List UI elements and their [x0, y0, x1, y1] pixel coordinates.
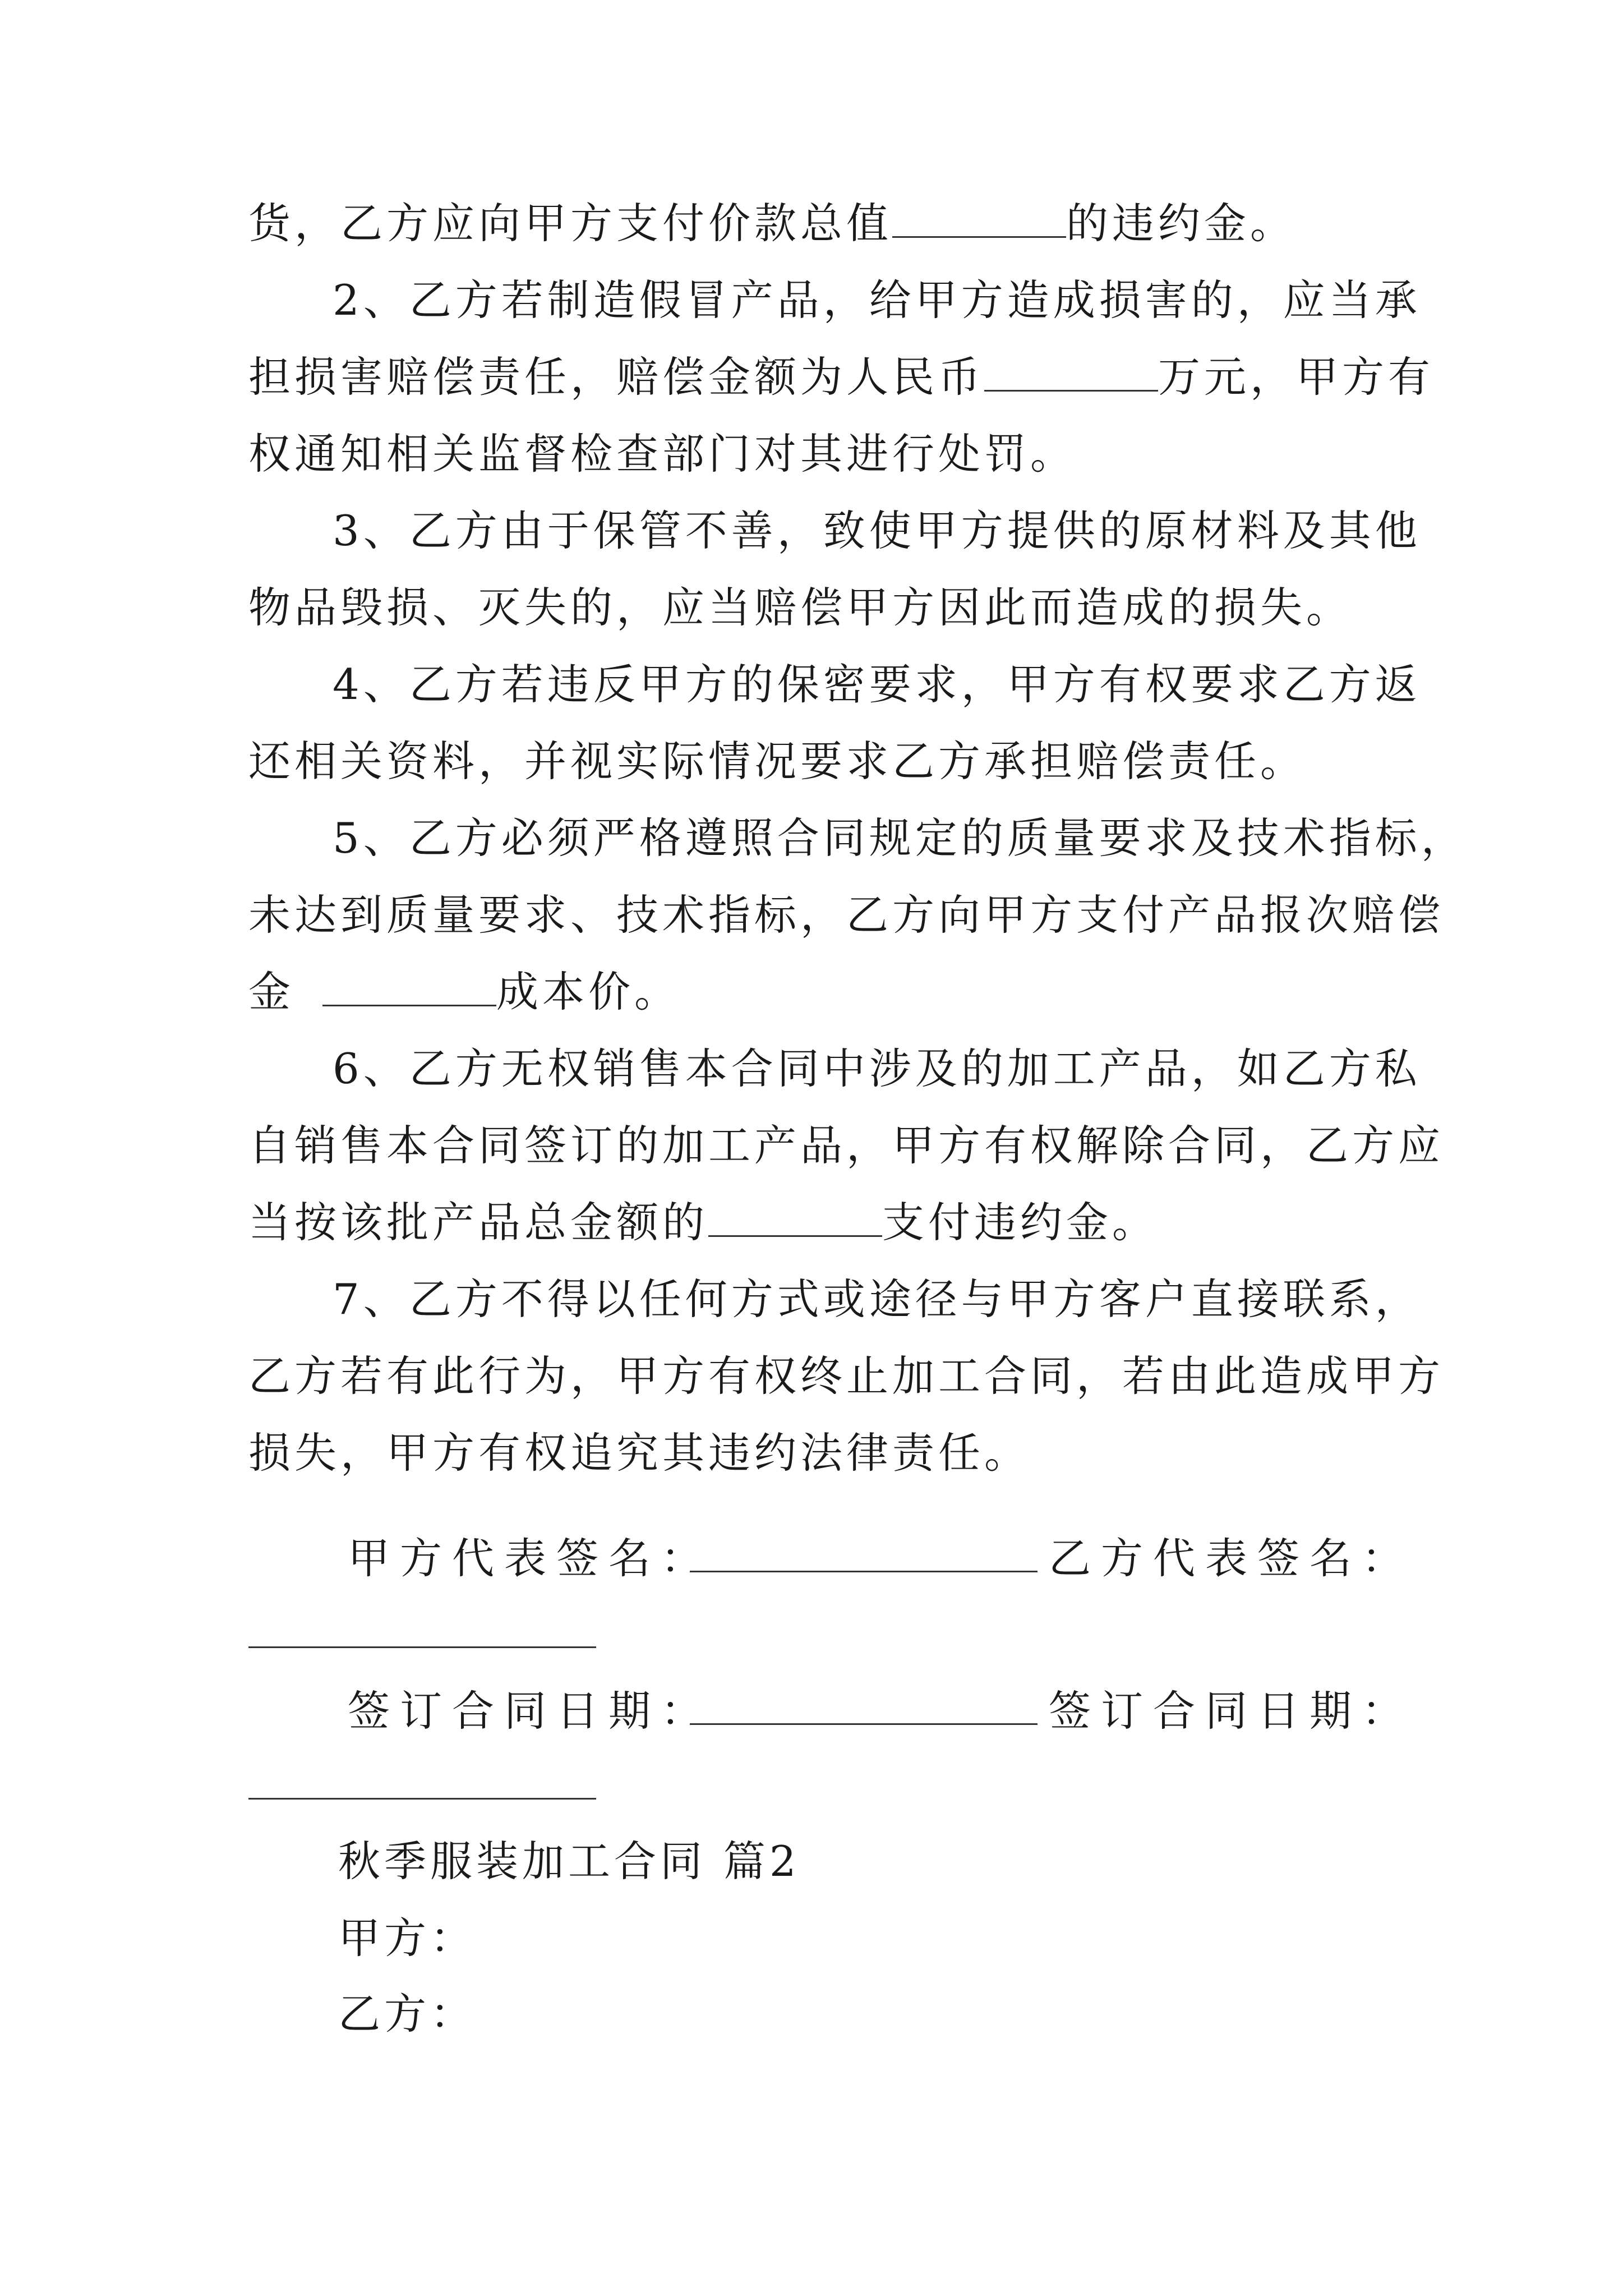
clause-5-line-1: 5、乙方必须严格遵照合同规定的质量要求及技术指标，	[333, 813, 1467, 863]
clause-7-line-2: 乙方若有此行为，甲方有权终止加工合同，若由此造成甲方	[248, 1351, 1445, 1401]
clause-4-line-2: 还相关资料，并视实际情况要求乙方承担赔偿责任。	[248, 737, 1307, 786]
section-2-party-b: 乙方：	[338, 1989, 477, 2039]
clause-text: 当按该批产品总金额的	[248, 1198, 709, 1247]
fill-blank	[984, 356, 1158, 392]
clause-text: 的违约金。	[1066, 199, 1297, 248]
clause-6-line-2: 自销售本合同签订的加工产品，甲方有权解除合同，乙方应	[248, 1121, 1445, 1170]
clause-2-line-1: 2、乙方若制造假冒产品，给甲方造成损害的，应当承	[333, 275, 1421, 325]
party-b-sign-line	[248, 1646, 596, 1648]
clause-7-line-1: 7、乙方不得以任何方式或途径与甲方客户直接联系，	[333, 1274, 1421, 1324]
section-2-party-a: 甲方：	[338, 1913, 477, 1963]
contract-clauses	[248, 185, 1467, 1492]
party-a-date-line	[690, 1723, 1038, 1725]
clause-2-line-2	[248, 339, 1435, 416]
clause-3-line-1: 3、乙方由于保管不善，致使甲方提供的原材料及其他	[333, 506, 1421, 555]
clause-1-tail	[248, 185, 1381, 262]
fill-blank	[322, 971, 496, 1006]
party-a-date-label: 签订合同日期：	[348, 1686, 713, 1736]
clause-text: 担损害赔偿责任，赔偿金额为人民币	[248, 352, 985, 402]
clause-text: 金	[248, 967, 295, 1016]
clause-7-line-3: 损失，甲方有权追究其违约法律责任。	[248, 1428, 1031, 1478]
clause-5-line-3	[248, 954, 1381, 1030]
clause-6-line-3	[248, 1184, 1381, 1261]
party-a-sign-label: 甲方代表签名：	[348, 1534, 713, 1583]
fill-blank	[708, 1202, 882, 1237]
clause-text: 成本价。	[496, 967, 681, 1016]
party-b-date-line	[248, 1798, 596, 1800]
clause-2-line-3: 权通知相关监督检查部门对其进行处罚。	[248, 429, 1077, 478]
clause-text: 支付违约金。	[882, 1198, 1159, 1247]
fill-blank	[892, 203, 1066, 238]
clause-4-line-1: 4、乙方若违反甲方的保密要求，甲方有权要求乙方返	[333, 660, 1421, 709]
clause-5-line-2: 未达到质量要求、技术指标，乙方向甲方支付产品报次赔偿	[248, 890, 1445, 940]
clause-text: 货，乙方应向甲方支付价款总值	[248, 199, 893, 248]
party-b-sign-label: 乙方代表签名：	[1049, 1534, 1414, 1583]
section-2-title: 秋季服装加工合同 篇2	[338, 1837, 800, 1886]
clause-text: 万元，甲方有	[1158, 352, 1435, 402]
clause-6-line-1: 6、乙方无权销售本合同中涉及的加工产品，如乙方私	[333, 1044, 1421, 1093]
party-b-date-label: 签订合同日期：	[1049, 1686, 1414, 1736]
clause-3-line-2: 物品毁损、灭失的，应当赔偿甲方因此而造成的损失。	[248, 583, 1353, 632]
party-a-sign-line	[690, 1571, 1038, 1572]
